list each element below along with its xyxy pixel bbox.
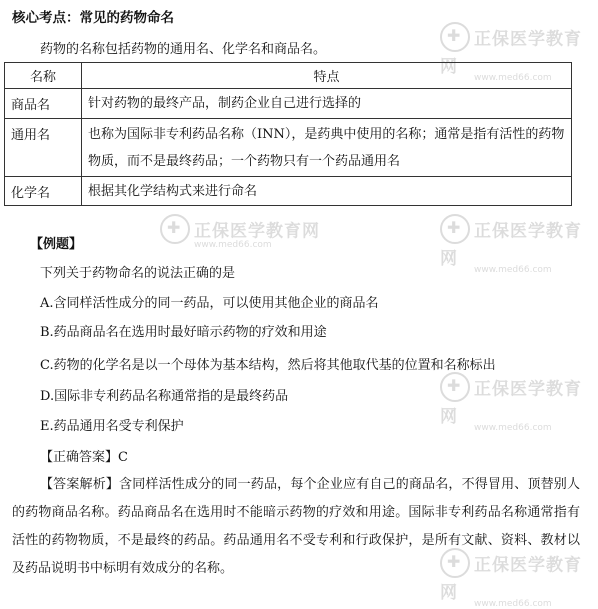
table-row [5, 119, 572, 177]
option-e: E.药品通用名受专利保护 [40, 419, 184, 434]
watermark: ✚正保医学教育网 www.med66.com [160, 214, 320, 250]
watermark-logo-icon [440, 214, 470, 244]
table-header-name: 名称 [5, 63, 82, 89]
watermark-logo-icon [440, 372, 470, 402]
watermark-logo-icon [440, 22, 470, 52]
table-cell-feature: 根据其化学结构式来进行命名 [82, 177, 572, 206]
table-row [5, 89, 572, 119]
watermark: ✚正保医学教育网 www.med66.com [440, 372, 598, 433]
section-title: 核心考点：常见的药物命名 [12, 10, 174, 26]
table-cell-name: 通用名 [5, 119, 82, 177]
table-cell-feature: 也称为国际非专利药品名称（INN），是药典中使用的名称；通常是指有活性的药物物质，而不是最终药品；一个药物只有一个药品通用名 [82, 119, 572, 177]
option-c: C.药物的化学名是以一个母体为基本结构，然后将其他取代基的位置和名称标出 [40, 358, 496, 373]
correct-answer: 【正确答案】C [40, 450, 128, 465]
answer-analysis: 【答案解析】含同样活性成分的同一药品，每个企业应有自己的商品名，不得冒用、顶替别人的药物商品名称。药品商品名在选用时不能暗示药物的疗效和用途。国际非专利药品名称通常指有活性的药物物质，不是最终的药品。药品通用名不受专利和行政保护，是所有文献、资料、教材以及药品说明书中标明有效成分的名称。 [12, 477, 580, 576]
example-heading: 【例题】 [30, 237, 83, 252]
watermark: ✚正保医学教育网 www.med66.com [440, 548, 598, 609]
question-text: 下列关于药物命名的说法正确的是 [40, 266, 236, 281]
option-d: D.国际非专利药品名称通常指的是最终药品 [40, 389, 289, 404]
option-b: B.药品商品名在选用时最好暗示药物的疗效和用途 [40, 325, 327, 340]
table-header-row [5, 63, 572, 89]
intro-text: 药物的名称包括药物的通用名、化学名和商品名。 [40, 42, 327, 57]
table-header-feature: 特点 [82, 63, 572, 89]
drug-naming-table [4, 62, 572, 206]
watermark-logo-icon [160, 214, 190, 244]
table-cell-feature: 针对药物的最终产品，制药企业自己进行选择的 [82, 89, 572, 119]
table-cell-name: 商品名 [5, 89, 82, 119]
watermark: ✚正保医学教育网 www.med66.com [440, 22, 598, 83]
watermark: ✚正保医学教育网 www.med66.com [440, 214, 598, 275]
option-a: A.含同样活性成分的同一药品，可以使用其他企业的商品名 [40, 296, 379, 311]
table-row [5, 177, 572, 206]
table-cell-name: 化学名 [5, 177, 82, 206]
